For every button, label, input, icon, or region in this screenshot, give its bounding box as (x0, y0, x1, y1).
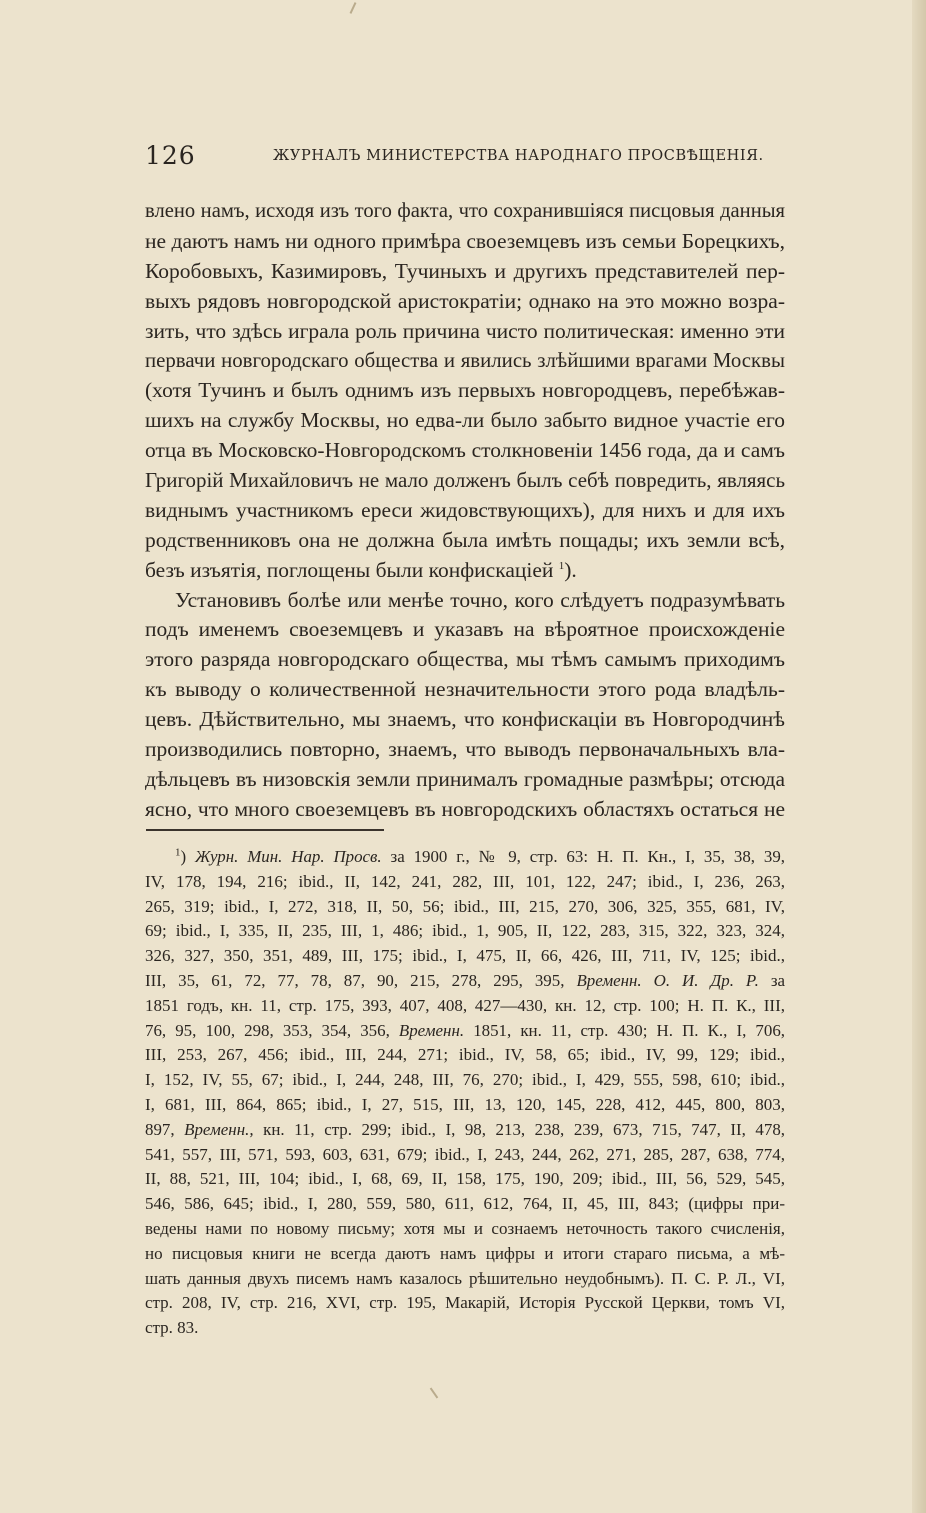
footnote-line: II, 88, 521, III, 104; ibid., I, 68, 69, II, 158, 175, 190, 209; ibid., III, 56, 529, 545, (145, 1169, 785, 1189)
footnote-marker-tail: ) (180, 847, 187, 866)
footnote-reference[interactable]: 1 (558, 559, 565, 572)
text-line: не даютъ намъ ни одного примѣра своеземцевъ изъ семьи Борецкихъ, (145, 228, 785, 253)
text-line: первачи новгородскаго общества и явились злѣйшими врагами Москвы (145, 348, 785, 373)
text-line: виднымъ участникомъ ереси жидовствующихъ), для нихъ и для ихъ (145, 497, 785, 522)
footnote-line: 326, 327, 350, 351, 489, III, 175; ibid., I, 475, II, 66, 426, III, 711, IV, 125; ibid., (145, 946, 785, 966)
footnote-line: 69; ibid., I, 335, II, 235, III, 1, 486; ibid., 1, 905, II, 122, 283, 315, 322, 323, 324, (145, 921, 785, 941)
footnote-marker: 1 (175, 846, 181, 859)
footnote-line: шать данныя двухъ писемъ намъ казалось рѣшительно неудобнымъ). П. С. Р. Л., VI, (145, 1268, 785, 1288)
page-number: 126 (145, 141, 196, 170)
footnote-line: стр. 208, IV, стр. 216, XVI, стр. 195, Макарій, Исторія Русской Церкви, томъ VI, (145, 1293, 785, 1313)
text-line: къ выводу о количественной незначительности этого рода владѣль- (145, 677, 785, 702)
footnote-line: ведены нами по новому письму; хотя мы и сознаемъ неточность такого счисленія, (145, 1218, 785, 1238)
text-line: этого разряда новгородскаго общества, мы тѣмъ самымъ приходимъ (145, 647, 785, 672)
text-line: подъ именемъ своеземцевъ и указавъ на вѣроятное происхожденіе (145, 617, 785, 642)
text-segment: безъ изъятія, поглощены были конфискаціей (145, 557, 554, 582)
text-line: ясно, что много своеземцевъ въ новгородскихъ областяхъ остаться не (145, 796, 785, 821)
text-segment: кн. 11, стр. 299; ibid., I, 98, 213, 238, 239, 673, 715, 747, II, 478, (263, 1119, 785, 1139)
italic-citation: Журн. Мин. Нар. Просв. (195, 847, 382, 866)
paragraph-end-line (145, 556, 785, 586)
footnote-line: 265, 319; ibid., I, 272, 318, II, 50, 56; ibid., III, 215, 270, 306, 325, 355, 681, IV, (145, 896, 785, 916)
text-line: дѣльцевъ въ низовскія земли принималъ громадные размѣры; отсюда (145, 766, 785, 791)
text-line: зить, что здѣсь играла роль причина чисто политическая: именно эти (145, 318, 785, 343)
paper-mark (430, 1388, 439, 1399)
footnote-line: III, 253, 267, 456; ibid., III, 244, 271; ibid., IV, 58, 65; ibid., IV, 99, 129; ibid., (145, 1045, 785, 1065)
footnote-line (145, 845, 785, 870)
footnote-line (145, 1019, 785, 1044)
text-line: влено намъ, исходя изъ того факта, что сохранившіяся писцовыя данныя (145, 200, 785, 222)
footnote-line: IV, 178, 194, 216; ibid., II, 142, 241, 282, III, 101, 122, 247; ibid., I, 236, 263, (145, 871, 785, 891)
footnote-block (145, 845, 785, 1341)
footnote-line: 541, 557, III, 571, 593, 603, 631, 679; ibid., I, 243, 244, 262, 271, 285, 287, 638, 774, (145, 1144, 785, 1164)
text-segment: за 1900 г., № 9, стр. 63: Н. П. Кн., I, 35, 38, 39, (390, 847, 786, 866)
footnote-line: но писцовыя книги не всегда даютъ намъ цифры и итоги стараго письма, а мѣ- (145, 1243, 785, 1263)
footnote-line: 546, 586, 645; ibid., I, 280, 559, 580, 611, 612, 764, II, 45, III, 843; (цифры при- (145, 1194, 785, 1214)
text-line: цевъ. Дѣйствительно, мы знаемъ, что конфискаціи въ Новгородчинѣ (145, 707, 785, 732)
footnote-divider (146, 829, 384, 831)
running-head: ЖУРНАЛЪ МИНИСТЕРСТВА НАРОДНАГО ПРОСВѢЩЕНІЯ. (273, 148, 764, 164)
page-edge-shadow (912, 0, 926, 1513)
text-line: Коробовыхъ, Казимировъ, Тучиныхъ и другихъ представителей пер- (145, 258, 785, 283)
main-text (145, 197, 785, 825)
italic-citation: Временн. (398, 1020, 465, 1040)
page-header (145, 141, 785, 175)
footnote-line (145, 1118, 785, 1143)
text-line: производились повторно, знаемъ, что выводъ первоначальныхъ вла- (145, 737, 785, 762)
text-segment: 76, 95, 100, 298, 353, 354, 356, (145, 1020, 390, 1040)
footnote-line: I, 681, III, 864, 865; ibid., I, 27, 515, III, 13, 120, 145, 228, 412, 445, 800, 803, (145, 1094, 785, 1114)
footnote-reference-tail: ). (564, 557, 577, 582)
footnote-line: 1851 годъ, кн. 11, стр. 175, 393, 407, 408, 427—430, кн. 12, стр. 100; Н. П. К., III, (145, 995, 785, 1015)
text-segment: 1851, кн. 11, стр. 430; Н. П. К., I, 706, (473, 1020, 785, 1040)
footnote-line: I, 152, IV, 55, 67; ibid., I, 244, 248, III, 76, 270; ibid., I, 429, 555, 598, 610; ibid., (145, 1070, 785, 1090)
footnote-line (145, 969, 785, 994)
text-line: выхъ рядовъ новгородской аристократіи; однако на это можно возра- (145, 288, 785, 313)
italic-citation: Временн., (184, 1119, 254, 1139)
footnote-line: стр. 83. (145, 1318, 199, 1338)
text-line: шихъ на службу Москвы, но едва-ли было забыто видное участіе его (145, 408, 785, 433)
text-line: родственниковъ она не должна была имѣть пощады; ихъ земли всѣ, (145, 527, 785, 552)
text-segment: за (770, 970, 785, 990)
paper-mark (350, 2, 357, 14)
text-line: отца въ Московско-Новгородскомъ столкновеніи 1456 года, да и самъ (145, 438, 785, 463)
text-segment: 897, (145, 1119, 175, 1139)
text-segment: III, 35, 61, 72, 77, 78, 87, 90, 215, 278, 295, 395, (145, 970, 565, 990)
text-line: Установивъ болѣе или менѣе точно, кого слѣдуетъ подразумѣвать (175, 587, 785, 612)
italic-citation: Временн. О. И. Др. Р. (576, 970, 759, 990)
text-line: Григорій Михайловичъ не мало долженъ былъ себѣ повредить, являясь (145, 468, 785, 493)
text-line: (хотя Тучинъ и былъ однимъ изъ первыхъ новгородцевъ, перебѣжав- (145, 378, 785, 403)
